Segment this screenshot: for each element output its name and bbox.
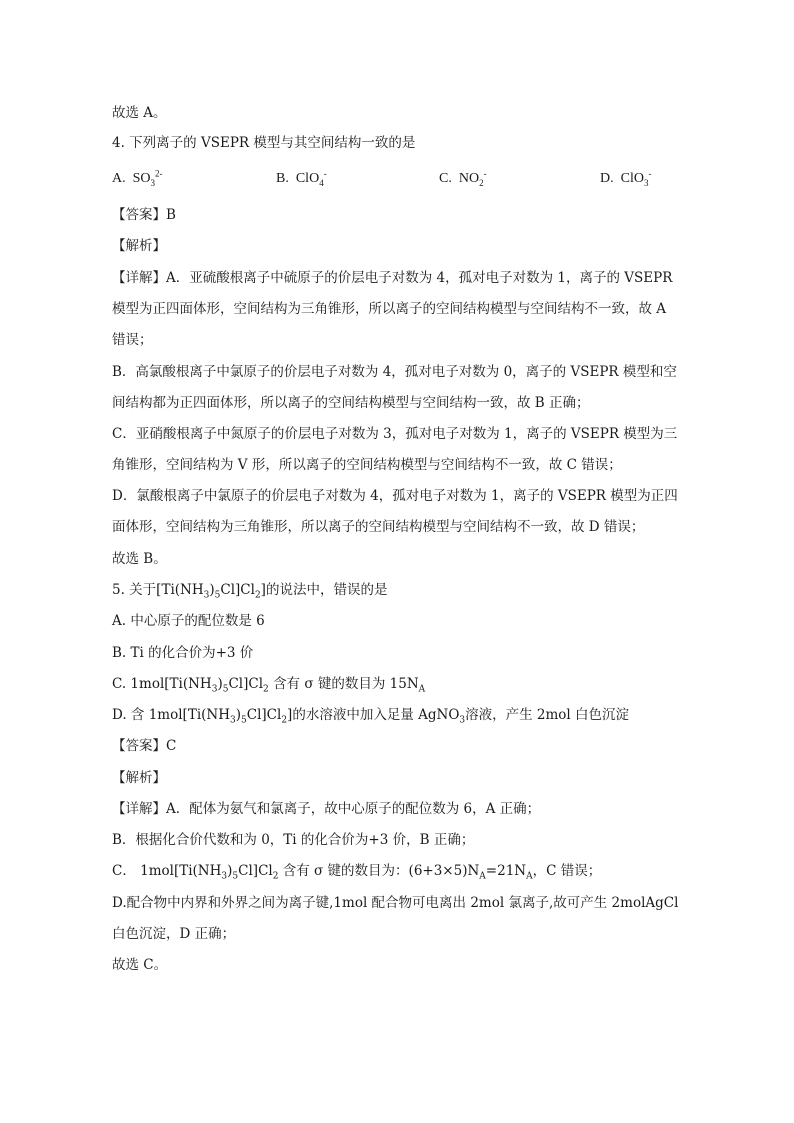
q5-stem-part: 5. 关于[Ti(NH <box>112 582 204 598</box>
ion-formula: ClO <box>620 171 644 186</box>
q5-option-part: Cl]Cl <box>246 707 282 723</box>
q5-detail-part: =21N <box>485 863 527 879</box>
q5-option-part: ) <box>217 676 223 692</box>
ion-subscript: 4 <box>319 177 324 188</box>
ion-formula: SO <box>132 171 151 186</box>
q5-subscript: 3 <box>211 684 218 695</box>
q3-conclusion: 故选 A。 <box>112 105 167 121</box>
q5-answer: 【答案】C <box>112 738 177 754</box>
q5-subscript: 3 <box>203 590 210 601</box>
q5-subscript: 3 <box>230 715 236 726</box>
q5-option-d: D. 含 $1mol[Ti(NH_3)_5Cl]Cl_2$]的水溶液中加入足量 AgNO$_3$溶液，产生 2mol 白色沉淀 <box>112 707 630 726</box>
q5-subscript: 3 <box>221 871 228 882</box>
q4-option-d <box>600 169 651 189</box>
q5-stem <box>112 580 387 600</box>
q4-analysis-label: 【解析】 <box>112 238 166 254</box>
ion-charge: 2- <box>155 168 163 179</box>
q5-subscript: A <box>526 871 533 882</box>
q5-stem-part: Cl]Cl <box>220 582 255 598</box>
q5-option-part: ) <box>235 707 242 723</box>
ion-formula: NO <box>458 171 480 186</box>
q5-detail-d-line1: D.配合物中内界和外界之间为离子键,1mol 配合物可电离出 2mol 氯离子,故可产生 2molAgCl <box>112 895 679 911</box>
q5-subscript: A <box>418 684 426 695</box>
q4-detail-line: 面体形，空间结构为三角锥形，所以离子的空间结构模型与空间结构不一致，故 D 错误； <box>112 519 645 535</box>
q4-detail-line: 【详解】A．亚硫酸根离子中硫原子的价层电子对数为 4，孤对电子对数为 1，离子的 VSEPR <box>112 270 673 286</box>
q5-option-part: 的水溶液中加入足量 AgNO <box>292 707 460 723</box>
q5-subscript: 5 <box>241 715 247 726</box>
q5-option-part: 溶液，产生 2mol 白色沉淀 <box>465 707 630 723</box>
q5-subscript: A <box>479 871 486 882</box>
q4-stem: 4. 下列离子的 VSEPR 模型与其空间结构一致的是 <box>112 135 416 151</box>
q5-stem-part: ) <box>209 582 215 598</box>
q4-detail-line: 模型为正四面体形，空间结构为三角锥形，所以离子的空间结构模型与空间结构不一致，故 A <box>112 301 667 317</box>
q4-option-a <box>112 169 163 189</box>
q5-detail-part: 含有 σ 键的数目为：(6+3×5)N <box>282 863 480 879</box>
q5-detail-part: C． 1mol[Ti(NH <box>112 863 222 879</box>
ion-subscript: 2 <box>479 177 484 188</box>
option-letter: B. <box>276 171 289 186</box>
q5-detail-a: 【详解】A．配体为氨气和氯离子，故中心原子的配位数为 6，A 正确； <box>112 801 541 817</box>
q5-detail-c <box>112 861 601 881</box>
ion-subscript: 3 <box>150 177 156 188</box>
q5-option-b: B. Ti 的化合价为+3 价 <box>112 645 254 661</box>
q5-stem-part: ]的说法中，错误的是 <box>260 582 388 598</box>
q5-detail-d-line2: 白色沉淀，D 正确； <box>112 926 236 942</box>
q5-option-part: D. 含 1mol[Ti(NH <box>112 707 230 723</box>
q5-subscript: 5 <box>214 590 221 601</box>
q5-analysis-label: 【解析】 <box>112 770 166 786</box>
q5-detail-part: ) <box>227 863 233 879</box>
q4-option-c <box>439 169 487 189</box>
q4-detail-line: C．亚硝酸根离子中氮原子的价层电子对数为 3，孤对电子对数为 1，离子的 VSEPR 模型为三 <box>112 426 678 442</box>
q4-detail-line: 间结构都为正四面体形，所以离子的空间结构模型与空间结构一致，故 B 正确； <box>112 395 590 411</box>
ion-charge: - <box>483 168 487 179</box>
q5-subscript: 2 <box>263 684 269 695</box>
ion-subscript: 3 <box>643 177 649 188</box>
q4-detail-line: B．高氯酸根离子中氯原子的价层电子对数为 4，孤对电子对数为 0，离子的 VSEPR 模型和空 <box>112 364 677 380</box>
q5-subscript: 3 <box>459 715 466 726</box>
ion-charge: - <box>648 168 652 179</box>
q4-conclusion: 故选 B。 <box>112 551 167 567</box>
q5-conclusion: 故选 C。 <box>112 957 168 973</box>
q5-option-part: 含有 σ 键的数目为 15N <box>273 676 419 692</box>
q4-detail-line: 角锥形，空间结构为 V 形，所以离子的空间结构模型与空间结构不一致，故 C 错误； <box>112 457 622 473</box>
q5-subscript: 2 <box>272 871 279 882</box>
q4-answer: 【答案】B <box>112 207 176 223</box>
q4-detail-line: 错误； <box>112 332 153 348</box>
q5-detail-part: Cl]Cl <box>238 863 273 879</box>
ion-charge: - <box>323 168 327 179</box>
q5-option-part: Cl]Cl <box>228 676 264 692</box>
q5-subscript: 5 <box>232 871 239 882</box>
option-letter: C. <box>439 171 452 186</box>
q5-subscript: 2 <box>281 715 288 726</box>
q4-option-b <box>276 169 327 189</box>
q5-option-part: C. 1mol[Ti(NH <box>112 676 212 692</box>
q5-subscript: 2 <box>254 590 261 601</box>
option-letter: A. <box>112 171 126 186</box>
q5-detail-b: B．根据化合价代数和为 0，Ti 的化合价为+3 价，B 正确； <box>112 832 475 848</box>
ion-formula: ClO <box>295 171 320 186</box>
q5-option-a: A. 中心原子的配位数是 6 <box>112 613 265 629</box>
q5-option-c <box>112 674 425 694</box>
q4-detail-line: D．氯酸根离子中氯原子的价层电子对数为 4，孤对电子对数为 1，离子的 VSEPR 模型为正四 <box>112 488 678 504</box>
option-letter: D. <box>600 171 614 186</box>
q5-subscript: 5 <box>222 684 229 695</box>
q5-detail-part: ，C 错误； <box>532 863 602 879</box>
